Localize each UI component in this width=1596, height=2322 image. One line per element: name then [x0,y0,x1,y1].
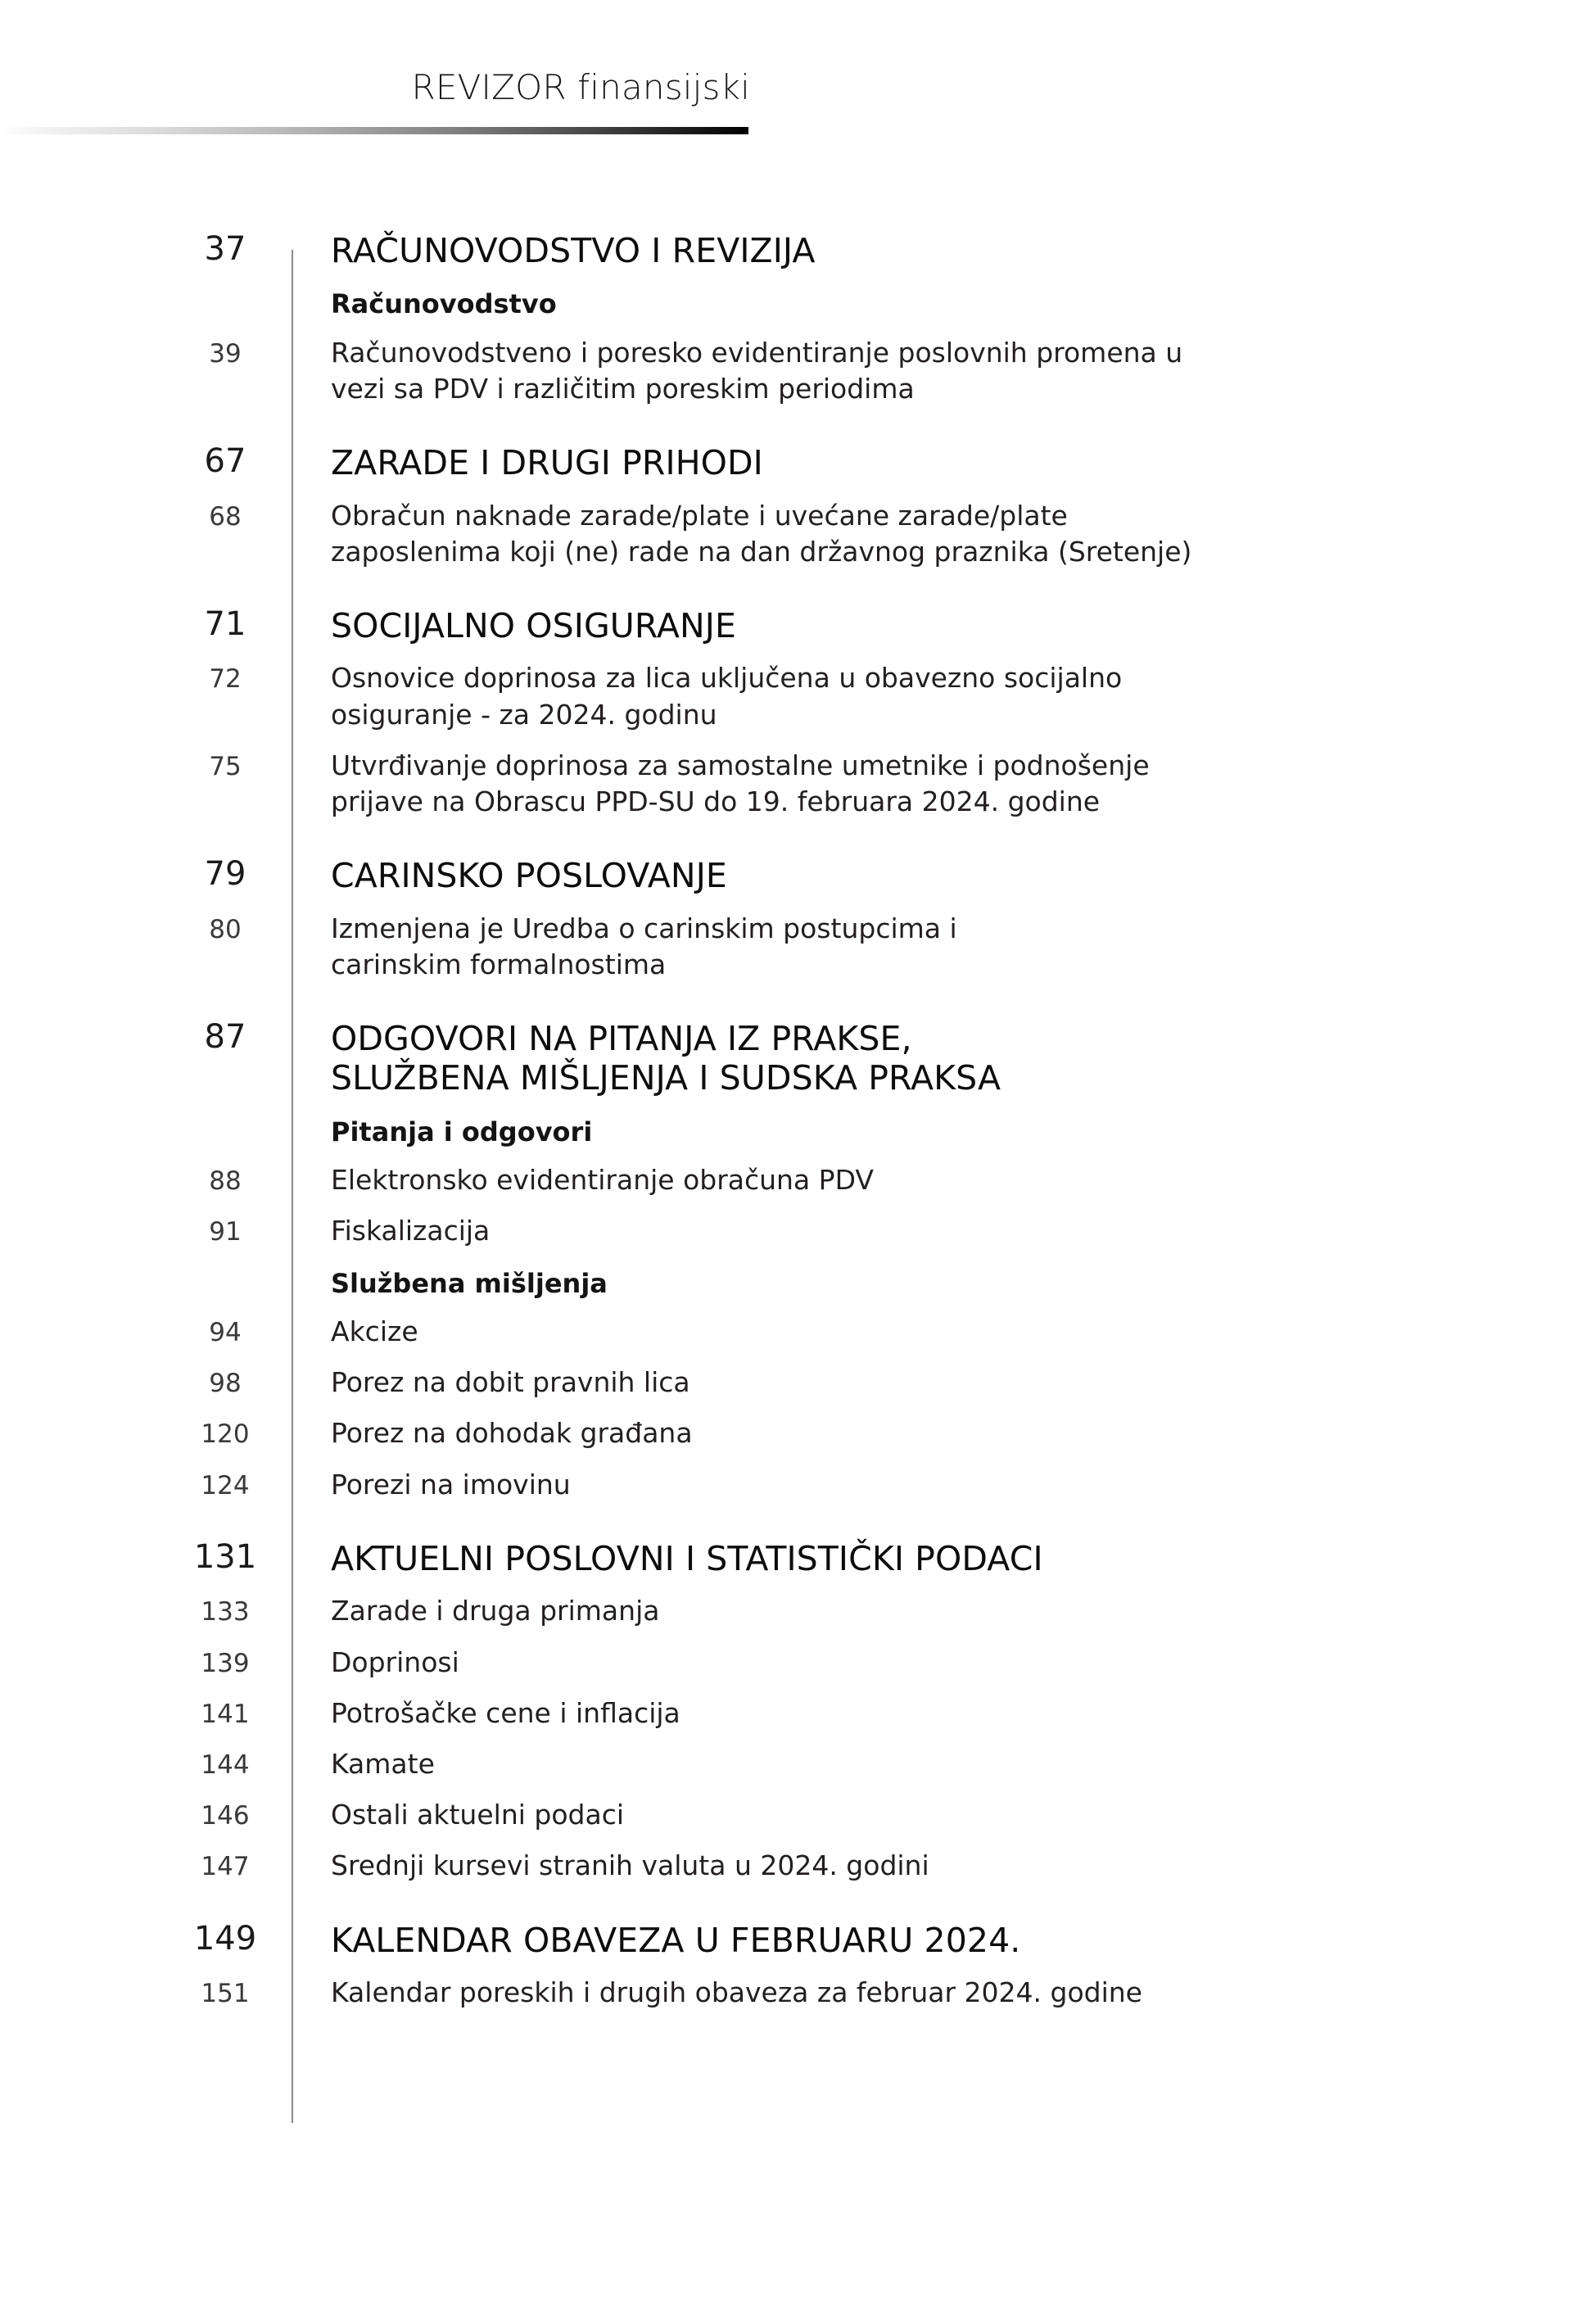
toc-page-number: 120 [201,1419,250,1450]
toc-entry-title [292,1797,1410,1833]
toc-section-title [292,856,1410,895]
toc-title-line: Zarade i druga primanja [331,1595,660,1627]
toc-row-list [182,231,1410,2011]
toc-section-row[interactable] [182,231,1410,270]
toc-section-row[interactable] [182,1921,1410,1960]
toc-entry-row[interactable] [182,1415,1410,1451]
toc-title-line: Kamate [331,1747,435,1780]
toc-entry-title [292,1365,1410,1401]
page-header [0,0,1596,143]
toc-page-number: 87 [204,1018,246,1057]
toc-entry-title [292,335,1410,407]
toc-title-line: Akcize [331,1315,418,1348]
toc-page-number: 88 [209,1166,242,1197]
toc-entry-title [292,1975,1410,2011]
toc-page-number: 124 [201,1470,250,1500]
toc-column-divider [292,250,293,2123]
toc-entry-row[interactable] [182,1848,1410,1884]
toc-title-line: Doprinosi [331,1645,459,1678]
toc-entry-title [292,660,1410,732]
toc-page-number: 72 [209,664,242,695]
toc-title-line: RAČUNOVODSTVO I REVIZIJA [331,231,816,270]
toc-entry-row[interactable] [182,1645,1410,1681]
toc-entry-title [292,1848,1410,1884]
toc-page-number: 139 [201,1648,250,1678]
toc-page-number: 75 [209,751,242,781]
toc-title-line: Fiskalizacija [331,1215,491,1247]
toc-entry-title [292,1695,1410,1731]
toc-entry-row[interactable] [182,911,1410,983]
toc-entry-row[interactable] [182,1593,1410,1629]
toc-title-line: Kalendar poreskih i drugih obaveza za februar 2024. godine [331,1976,1142,2008]
toc-title-line: AKTUELNI POSLOVNI I STATISTIČKI PODACI [331,1538,1043,1578]
toc-group-title [292,288,1410,319]
toc-title-line: Izmenjena je Uredba o carinskim postupcima i [331,912,957,944]
toc-section-title [292,1019,1410,1098]
toc-section-title [292,443,1410,482]
toc-page-number: 131 [193,1537,257,1576]
toc-entry-row[interactable] [182,748,1410,820]
toc-entry-title [292,1467,1410,1503]
table-of-contents [0,231,1596,2011]
toc-title-line: Utvrđivanje doprinosa za samostalne umetnike i podnošenje [331,749,1150,781]
toc-page-number: 147 [201,1852,250,1882]
toc-title-line: Obračun naknade zarade/plate i uvećane zarade/plate [331,499,1068,532]
toc-entry-row[interactable] [182,1314,1410,1350]
toc-title-line: zaposlenima koji (ne) rade na dan državnog praznika (Sretenje) [331,535,1192,568]
toc-page-number: 149 [193,1919,257,1958]
toc-title-line: Ostali aktuelni podaci [331,1799,625,1831]
toc-section-title [292,1539,1410,1578]
toc-section-row[interactable] [182,1539,1410,1578]
toc-title-line: Računovodstveno i poresko evidentiranje poslovnih promena u [331,336,1183,369]
toc-page-number: 37 [204,230,246,268]
toc-page-number: 68 [209,501,242,532]
toc-entry-title [292,498,1410,570]
toc-title-line: osiguranje - za 2024. godinu [331,698,717,731]
toc-title-line: carinskim formalnostima [331,948,667,980]
toc-page-number: 80 [209,914,242,944]
toc-columns [182,231,1410,2011]
toc-entry-row[interactable] [182,1797,1410,1833]
toc-entry-row[interactable] [182,1467,1410,1503]
toc-title-line: Pitanja i odgovori [331,1116,593,1147]
toc-entry-row[interactable] [182,1213,1410,1249]
toc-title-line: Službena mišljenja [331,1267,608,1299]
toc-entry-title [292,1645,1410,1681]
toc-title-line: ODGOVORI NA PITANJA IZ PRAKSE, [331,1019,912,1059]
toc-entry-title [292,1593,1410,1629]
toc-entry-row[interactable] [182,660,1410,732]
toc-page-number: 98 [209,1369,242,1399]
toc-entry-row[interactable] [182,1162,1410,1198]
toc-title-line: Osnovice doprinosa za lica uključena u obavezno socijalno [331,662,1123,695]
toc-entry-row[interactable] [182,1975,1410,2011]
toc-entry-row[interactable] [182,498,1410,570]
toc-page-number: 151 [201,1978,250,2008]
toc-section-row[interactable] [182,1019,1410,1098]
toc-title-line: Srednji kursevi stranih valuta u 2024. godini [331,1849,929,1882]
toc-title-line: CARINSKO POSLOVANJE [331,856,727,896]
toc-group-title [292,1116,1410,1147]
toc-page-number: 79 [204,855,246,894]
toc-page-number: 144 [201,1749,250,1780]
toc-group-row[interactable] [182,1268,1410,1299]
toc-title-line: Porez na dohodak građana [331,1417,693,1450]
toc-entry-title [292,1314,1410,1350]
running-header-title: REVIZOR finansijski [411,67,750,107]
toc-title-line: prijave na Obrascu PPD-SU do 19. februara 2024. godine [331,785,1101,818]
toc-entry-row[interactable] [182,1365,1410,1401]
toc-group-row[interactable] [182,288,1410,319]
toc-page-number: 71 [204,605,246,644]
toc-title-line: Računovodstvo [331,288,557,320]
toc-entry-title [292,748,1410,820]
toc-title-line: vezi sa PDV i različitim poreskim periodima [331,372,915,405]
toc-page-number: 133 [201,1597,250,1627]
toc-section-title [292,606,1410,645]
toc-page-number: 91 [209,1217,242,1247]
header-gradient-rule [0,127,748,134]
toc-entry-row[interactable] [182,1746,1410,1782]
toc-section-title [292,1921,1410,1960]
toc-title-line: ZARADE I DRUGI PRIHODI [331,443,763,483]
toc-section-row[interactable] [182,606,1410,645]
toc-title-line: Elektronsko evidentiranje obračuna PDV [331,1164,874,1197]
toc-title-line: KALENDAR OBAVEZA U FEBRUARU 2024. [331,1920,1021,1960]
toc-title-line: SOCIJALNO OSIGURANJE [331,606,736,646]
toc-title-line: Porezi na imovinu [331,1468,571,1500]
toc-title-line: Porez na dobit pravnih lica [331,1366,690,1399]
toc-entry-title [292,1213,1410,1249]
toc-entry-title [292,911,1410,983]
toc-entry-row[interactable] [182,1695,1410,1731]
toc-section-row[interactable] [182,443,1410,482]
toc-entry-row[interactable] [182,335,1410,407]
toc-page-number: 39 [209,338,242,369]
toc-page-number: 141 [201,1699,250,1729]
toc-group-title [292,1268,1410,1299]
toc-section-title [292,231,1410,270]
toc-section-row[interactable] [182,856,1410,895]
toc-entry-title [292,1415,1410,1451]
toc-group-row[interactable] [182,1116,1410,1147]
toc-title-line: SLUŽBENA MIŠLJENJA I SUDSKA PRAKSA [331,1058,1001,1098]
toc-page-number: 67 [204,442,246,481]
toc-page-number: 94 [209,1318,242,1348]
toc-entry-title [292,1746,1410,1782]
toc-title-line: Potrošačke cene i inflacija [331,1696,680,1729]
toc-entry-title [292,1162,1410,1198]
toc-page-number: 146 [201,1801,250,1831]
